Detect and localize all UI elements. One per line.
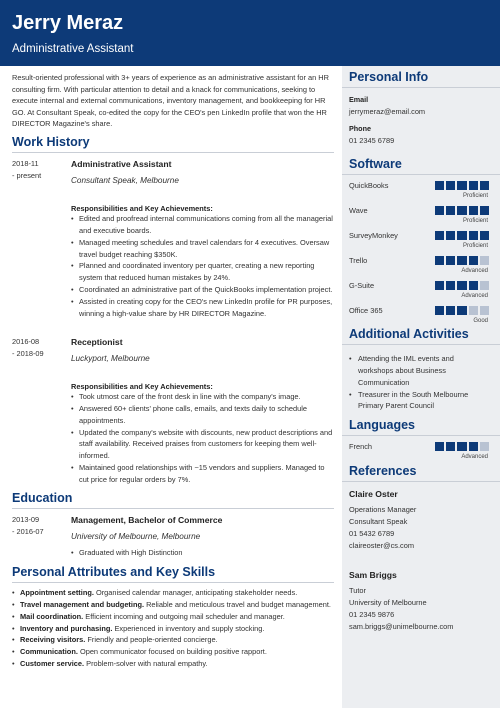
rating-level: Advanced bbox=[461, 268, 488, 274]
reference-line: 01 5432 6789 bbox=[349, 529, 395, 538]
rating-bar bbox=[435, 256, 489, 265]
rating-segment bbox=[457, 306, 466, 315]
divider bbox=[342, 435, 500, 436]
rating-level: Advanced bbox=[461, 293, 488, 299]
rating-bar bbox=[435, 206, 489, 215]
job-bullets bbox=[71, 391, 336, 486]
school: University of Melbourne, Melbourne bbox=[71, 532, 201, 541]
software-title: Software bbox=[349, 157, 402, 171]
job-date-start: 2018-11 bbox=[12, 159, 39, 168]
job-date bbox=[12, 336, 62, 360]
phone-value: 01 2345 6789 bbox=[349, 136, 395, 145]
list-item: • Maintained good relationships with ~15 vendors and suppliers. Managed to cut price for regular orders by 7%. bbox=[71, 462, 336, 486]
reference-line: sam.briggs@unimelbourne.com bbox=[349, 622, 454, 631]
divider bbox=[342, 481, 500, 482]
rating-bar bbox=[435, 231, 489, 240]
job-date-start: 2016-08 bbox=[12, 337, 40, 346]
skill-label: Customer service. bbox=[20, 659, 85, 669]
candidate-name: Jerry Meraz bbox=[12, 12, 124, 34]
divider bbox=[342, 174, 500, 175]
rating-segment bbox=[480, 231, 489, 240]
candidate-role: Administrative Assistant bbox=[12, 43, 134, 55]
skill-name: French bbox=[349, 442, 373, 451]
phone-label: Phone bbox=[349, 124, 371, 133]
responsibilities-label: Responsibilities and Key Achievements: bbox=[71, 382, 213, 391]
rating-segment bbox=[446, 256, 455, 265]
languages-title: Languages bbox=[349, 418, 415, 432]
rating-segment bbox=[435, 231, 444, 240]
list-item bbox=[12, 587, 334, 599]
degree: Management, Bachelor of Commerce bbox=[71, 515, 223, 525]
job-date-end: - 2018-09 bbox=[12, 348, 44, 358]
summary: Result-oriented professional with 3+ years of experience as an administrative assistant for an HR consulting firm. With particular attention to detail and a knack for communications, seeking to execute internal and external communications, inventory management, and bookkeeping for HR GO. At Consultant Speak, co-edited the copy for the CEO's pen LinkedIn profile that won the HR DIRECTOR Magazine's share. bbox=[12, 73, 329, 129]
list-item bbox=[12, 599, 334, 611]
skill-text: Reliable and meticulous travel and budget management. bbox=[144, 599, 331, 609]
list-item: • Attending the IML events and workshops about Business Communication bbox=[349, 353, 489, 389]
rating-segment bbox=[457, 181, 466, 190]
divider bbox=[12, 508, 334, 509]
list-item: • Planned and coordinated inventory per quarter, creating a new reporting system that reduced human mistakes by 24%. bbox=[71, 260, 336, 284]
list-item: • Answered 60+ clients' phone calls, emails, and texts daily to schedule appointments. bbox=[71, 403, 336, 427]
rating-segment bbox=[435, 206, 444, 215]
rating-segment bbox=[457, 231, 466, 240]
skill-label: Mail coordination. bbox=[20, 611, 84, 621]
skill-name: SurveyMonkey bbox=[349, 231, 398, 240]
skill-text: Problem-solver with natural empathy. bbox=[84, 659, 208, 669]
reference-line: claireoster@cs.com bbox=[349, 541, 415, 550]
rating-segment bbox=[469, 231, 478, 240]
skill-label: Inventory and purchasing. bbox=[20, 623, 113, 633]
list-item bbox=[12, 634, 334, 646]
rating-segment bbox=[435, 256, 444, 265]
rating-level: Proficient bbox=[462, 218, 488, 224]
rating-segment bbox=[469, 442, 478, 451]
reference-line: 01 2345 9876 bbox=[349, 610, 395, 619]
rating-segment bbox=[469, 281, 478, 290]
reference-name: Sam Briggs bbox=[349, 570, 397, 580]
references-title: References bbox=[349, 464, 417, 478]
work-history-title: Work History bbox=[12, 135, 90, 149]
education-date-end: - 2016-07 bbox=[12, 526, 44, 536]
rating-segment bbox=[435, 442, 444, 451]
rating-segment bbox=[480, 206, 489, 215]
job-company: Consultant Speak, Melbourne bbox=[71, 176, 179, 185]
rating-level: Advanced bbox=[461, 454, 488, 460]
list-item: • Assisted in creating copy for the CEO's new LinkedIn profile for PR purposes, winning a high-value share by HR DIRECTOR Magazine. bbox=[71, 296, 336, 320]
skill-text: Experienced in inventory and supply stocking. bbox=[112, 623, 265, 633]
job-date-end: - present bbox=[12, 170, 42, 180]
skill-label: Receiving visitors. bbox=[20, 635, 86, 645]
activities-list bbox=[349, 353, 489, 412]
education-bullets bbox=[71, 547, 336, 559]
list-item bbox=[12, 658, 334, 670]
skill-label: Travel management and budgeting. bbox=[20, 599, 145, 609]
reference-line: Consultant Speak bbox=[349, 517, 408, 526]
rating-segment bbox=[480, 256, 489, 265]
skill-name: Trello bbox=[349, 256, 368, 265]
skill-text: Friendly and people-oriented concierge. bbox=[85, 635, 218, 645]
rating-segment bbox=[480, 306, 489, 315]
rating-segment bbox=[457, 442, 466, 451]
rating-segment bbox=[457, 281, 466, 290]
list-item: • Edited and proofread internal communications coming from all the managerial and executive boards. bbox=[71, 213, 336, 237]
divider bbox=[342, 344, 500, 345]
skill-name: G-Suite bbox=[349, 281, 375, 290]
skill-label: Communication. bbox=[20, 647, 78, 657]
rating-bar bbox=[435, 181, 489, 190]
skill-label: Appointment setting. bbox=[20, 588, 94, 597]
rating-segment bbox=[469, 206, 478, 215]
skill-text: Efficient incoming and outgoing mail scheduler and manager. bbox=[83, 611, 285, 621]
rating-segment bbox=[446, 206, 455, 215]
rating-segment bbox=[469, 181, 478, 190]
skill-name: Wave bbox=[349, 206, 368, 215]
list-item: • Graduated with High Distinction bbox=[71, 547, 336, 559]
skills-list bbox=[12, 587, 334, 670]
list-item: • Updated the company's website with discounts, new product descriptions and staff availability. Received praises from customers for keeping them well-informed. bbox=[71, 427, 336, 463]
rating-segment bbox=[435, 181, 444, 190]
divider bbox=[342, 87, 500, 88]
reference-name: Claire Oster bbox=[349, 489, 398, 499]
education-title: Education bbox=[12, 491, 73, 505]
skill-name: Office 365 bbox=[349, 306, 383, 315]
resume-header bbox=[0, 0, 500, 66]
list-item: • Treasurer in the South Melbourne Primary Parent Council bbox=[349, 389, 489, 413]
divider bbox=[12, 152, 334, 153]
rating-segment bbox=[469, 256, 478, 265]
job-date bbox=[12, 158, 62, 182]
rating-level: Proficient bbox=[462, 193, 488, 199]
email-label: Email bbox=[349, 95, 369, 104]
rating-level: Proficient bbox=[462, 243, 488, 249]
education-date-start: 2013-09 bbox=[12, 515, 40, 524]
list-item bbox=[12, 646, 334, 658]
email-value: jerrymeraz@email.com bbox=[349, 107, 426, 116]
job-company: Luckyport, Melbourne bbox=[71, 354, 150, 363]
rating-level: Good bbox=[473, 318, 488, 324]
divider bbox=[12, 582, 334, 583]
rating-segment bbox=[446, 306, 455, 315]
rating-segment bbox=[480, 281, 489, 290]
rating-bar bbox=[435, 281, 489, 290]
rating-segment bbox=[480, 442, 489, 451]
list-item bbox=[12, 611, 334, 623]
rating-segment bbox=[457, 206, 466, 215]
list-item: • Took utmost care of the front desk in line with the company's image. bbox=[71, 391, 336, 403]
reference-line: Operations Manager bbox=[349, 505, 417, 514]
rating-bar bbox=[435, 306, 489, 315]
rating-segment bbox=[446, 442, 455, 451]
personal-info-title: Personal Info bbox=[349, 70, 429, 84]
rating-segment bbox=[469, 306, 478, 315]
skill-name: QuickBooks bbox=[349, 181, 389, 190]
rating-segment bbox=[457, 256, 466, 265]
rating-bar bbox=[435, 442, 489, 451]
list-item: • Managed meeting schedules and travel calendars for 4 executives. Oversaw travel budget reaching $350K. bbox=[71, 237, 336, 261]
education-date bbox=[12, 514, 62, 538]
skills-title: Personal Attributes and Key Skills bbox=[12, 565, 216, 579]
responsibilities-label: Responsibilities and Key Achievements: bbox=[71, 204, 213, 213]
job-title: Receptionist bbox=[71, 337, 123, 347]
job-bullets bbox=[71, 213, 336, 320]
reference-line: University of Melbourne bbox=[349, 598, 427, 607]
activities-title: Additional Activities bbox=[349, 327, 469, 341]
rating-segment bbox=[446, 181, 455, 190]
rating-segment bbox=[446, 231, 455, 240]
rating-segment bbox=[435, 281, 444, 290]
skill-text: Open communicator focused on building positive rapport. bbox=[77, 647, 267, 657]
reference-line: Tutor bbox=[349, 586, 366, 595]
job-title: Administrative Assistant bbox=[71, 159, 172, 169]
rating-segment bbox=[446, 281, 455, 290]
list-item bbox=[12, 623, 334, 635]
rating-segment bbox=[480, 181, 489, 190]
skill-text: Organised calendar manager, anticipating stakeholder needs. bbox=[93, 588, 298, 597]
rating-segment bbox=[435, 306, 444, 315]
list-item: • Coordinated an administrative part of the QuickBooks implementation project. bbox=[71, 284, 336, 296]
